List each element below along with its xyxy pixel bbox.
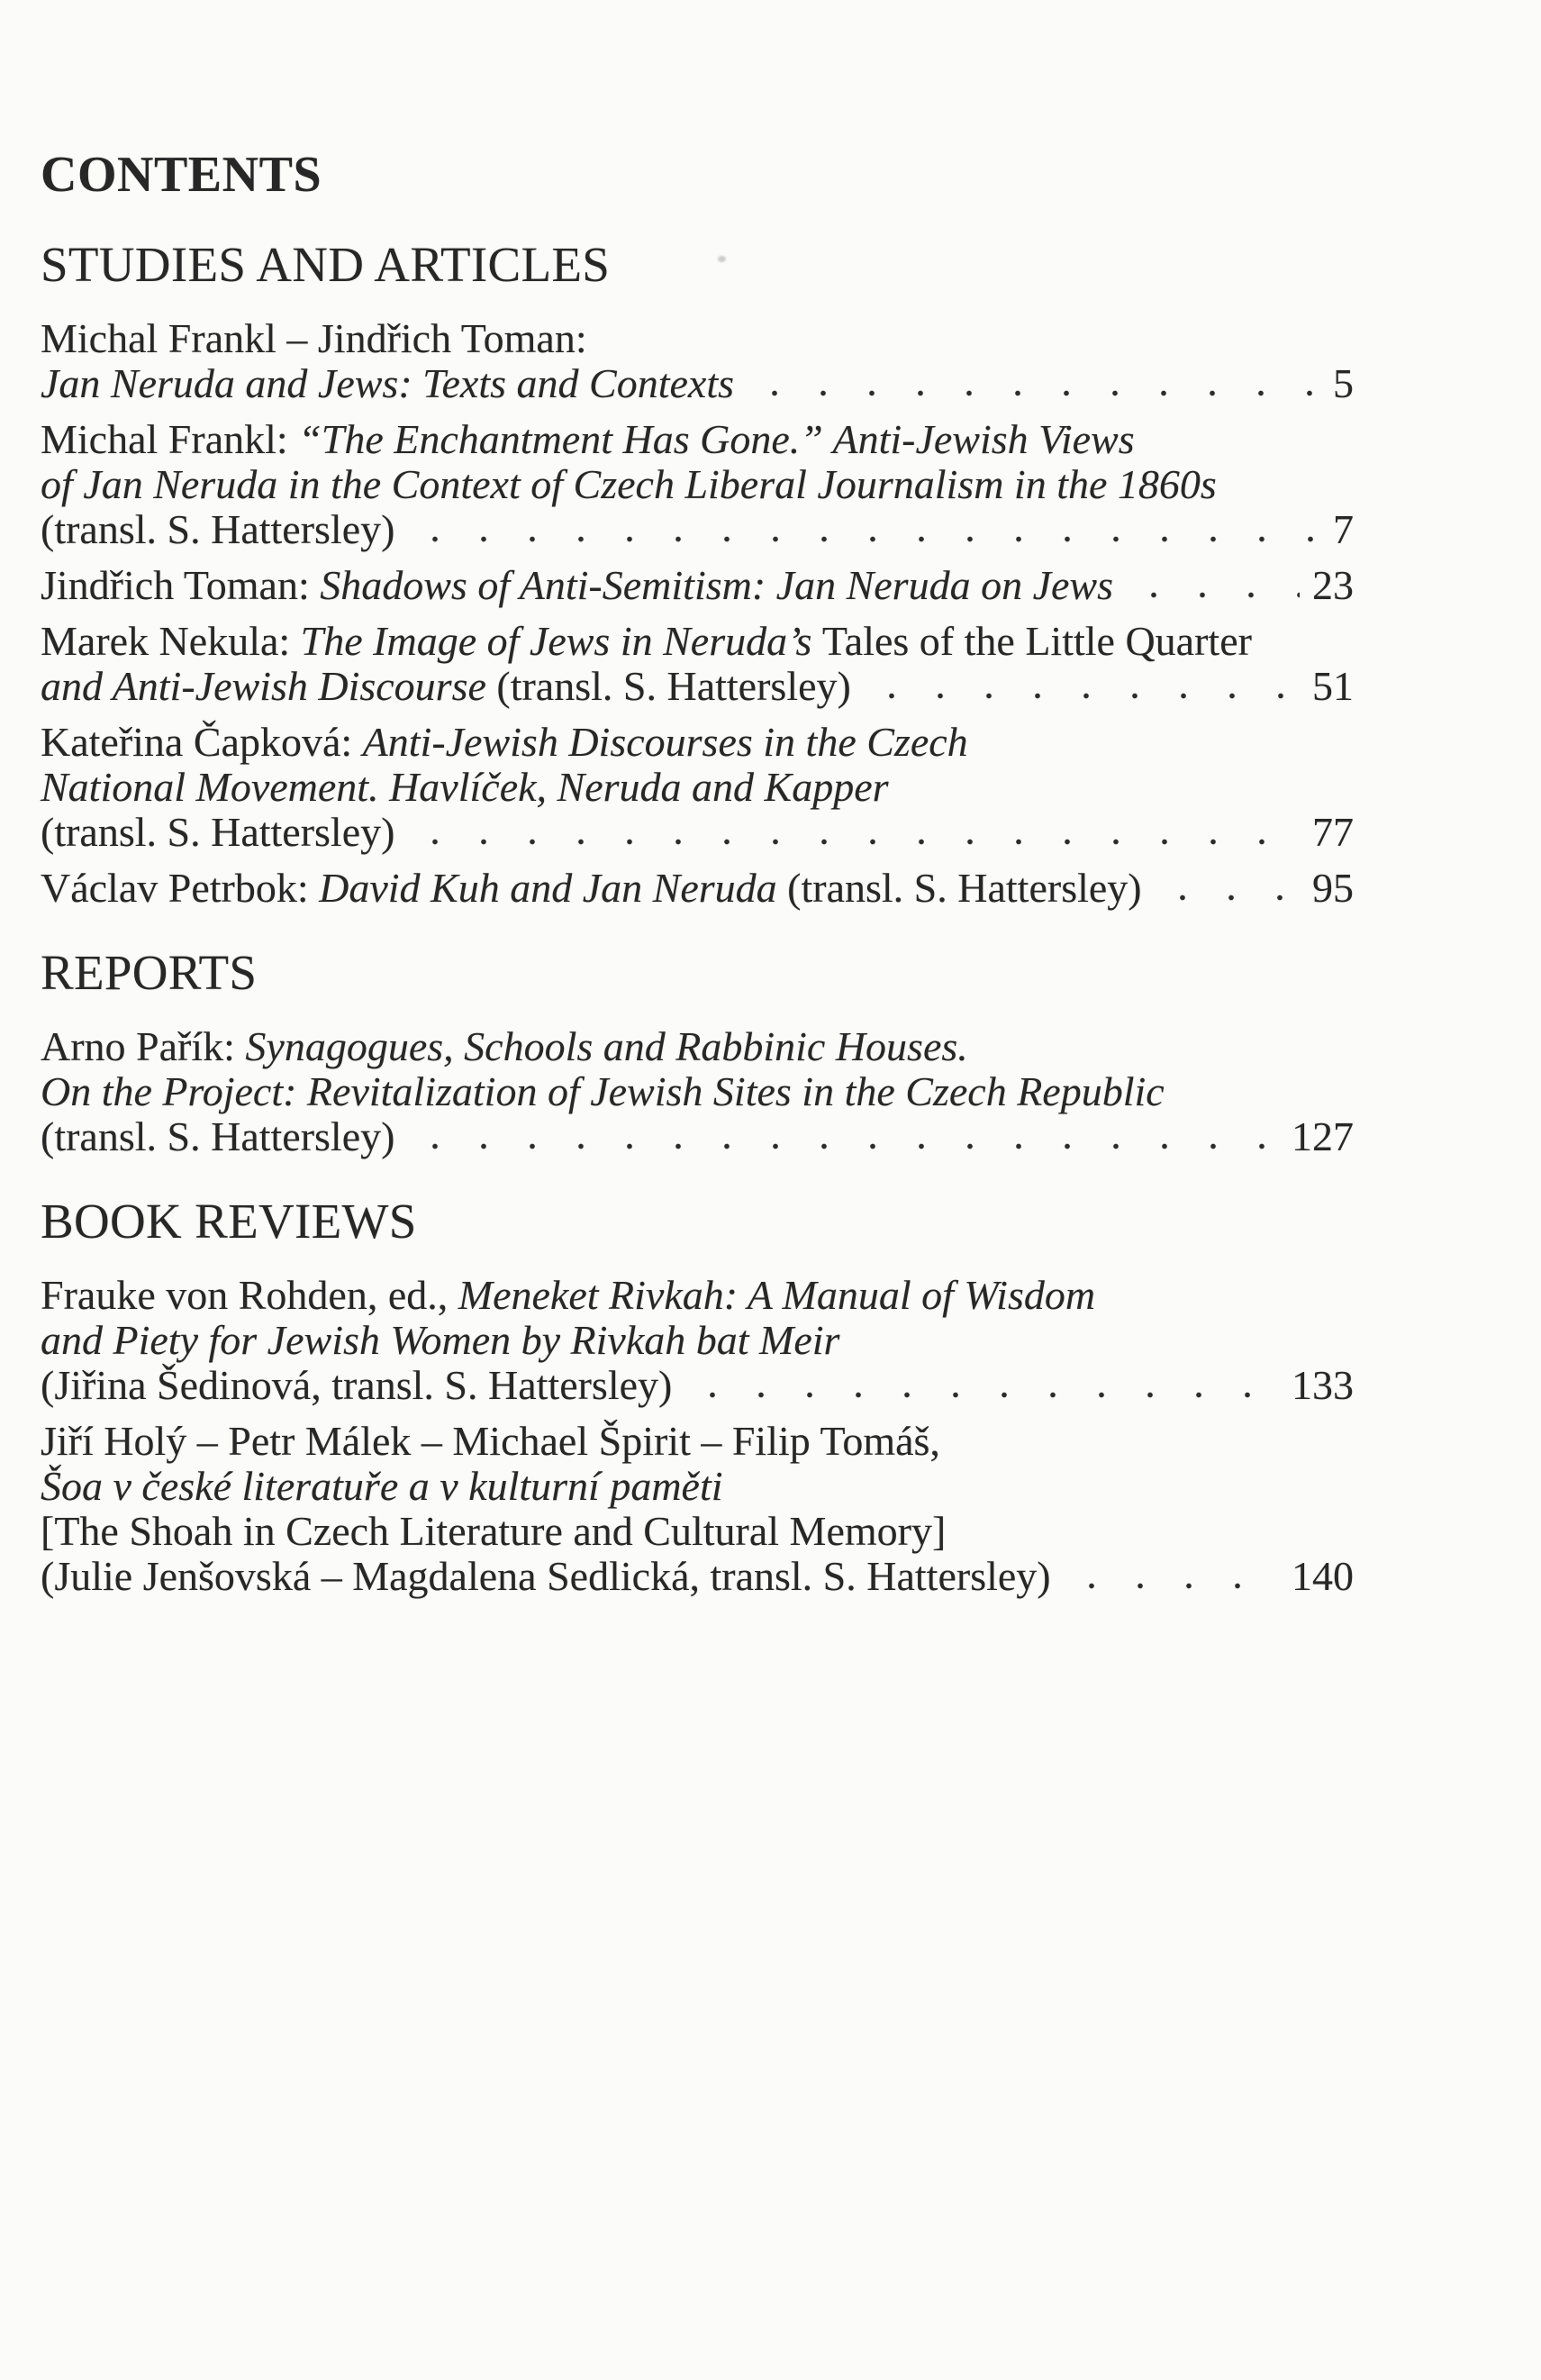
entry-line: [41, 1024, 1354, 1069]
toc-entry: [41, 316, 1354, 406]
entry-line: [41, 619, 1354, 664]
author-text: Václav Petrbok:: [41, 865, 320, 911]
page-number: 127: [1292, 1113, 1354, 1159]
entry-line: [41, 462, 1354, 507]
page-number: 133: [1292, 1362, 1354, 1408]
entry-line: [41, 1419, 1354, 1464]
table-of-contents: [41, 237, 1354, 1599]
page-content: [41, 147, 1354, 1610]
page-number: 140: [1292, 1553, 1354, 1599]
author-text: Michal Frankl:: [41, 416, 299, 462]
page-number: 7: [1333, 506, 1354, 552]
entry-text: [41, 1554, 1051, 1599]
entry-line: [41, 720, 1354, 765]
work-title-text: On the Project: Revitalization of Jewish Sites in the Czech Republic: [41, 1068, 1165, 1114]
entry-line: [41, 316, 1354, 361]
entry-text: [41, 1317, 839, 1363]
entry-line: [41, 417, 1354, 462]
section-heading-0: STUDIES AND ARTICLES: [41, 237, 611, 292]
entry-line: [41, 1363, 1354, 1408]
dot-leader: [411, 1142, 1279, 1150]
work-title-text: Anti-Jewish Discourses in the Czech: [362, 719, 968, 765]
entry-line: [41, 765, 1354, 810]
toc-entry: [41, 619, 1354, 709]
author-text: Michal Frankl – Jindřich Toman:: [41, 315, 587, 361]
author-text: (Julie Jenšovská – Magdalena Sedlická, transl. S. Hattersley): [41, 1553, 1051, 1599]
work-title-text: Synagogues, Schools and Rabbinic Houses.: [245, 1023, 968, 1069]
section-heading-2: BOOK REVIEWS: [41, 1194, 417, 1249]
dot-leader: [867, 692, 1300, 700]
author-text: (transl. S. Hattersley): [787, 865, 1142, 911]
page-number: 5: [1333, 360, 1354, 406]
entry-line: [41, 507, 1354, 552]
toc-entry: [41, 417, 1354, 552]
entry-text: [41, 866, 1142, 911]
author-text: Tales of the Little Quarter: [821, 618, 1252, 664]
entry-line: [41, 1509, 1354, 1554]
entry-line: [41, 810, 1354, 855]
dot-leader: [1067, 1582, 1279, 1590]
page-number: 23: [1312, 562, 1354, 608]
entry-line: [41, 563, 1354, 608]
entry-text: [41, 618, 1252, 664]
author-text: (transl. S. Hattersley): [41, 506, 395, 552]
work-title-text: David Kuh and Jan Neruda: [319, 865, 788, 911]
author-text: Kateřina Čapková:: [41, 719, 363, 765]
toc-entry: [41, 720, 1354, 855]
entry-line: [41, 1114, 1354, 1159]
author-text: Arno Pařík:: [41, 1023, 246, 1069]
author-text: Frauke von Rohden, ed.,: [41, 1272, 458, 1318]
work-title-text: National Movement. Havlíček, Neruda and Kapper: [41, 764, 889, 810]
entry-line: [41, 1554, 1354, 1599]
author-text: (transl. S. Hattersley): [496, 663, 851, 709]
page-number: 51: [1312, 663, 1354, 709]
dot-leader: [688, 1391, 1279, 1399]
entry-text: [41, 563, 1113, 608]
author-text: Jindřich Toman:: [41, 562, 321, 608]
work-title-text: Jan Neruda and Jews: Texts and Contexts: [41, 360, 735, 406]
work-title-text: Shadows of Anti-Semitism: Jan Neruda on Jews: [320, 562, 1113, 608]
author-text: [The Shoah in Czech Literature and Cultural Memory]: [41, 1508, 947, 1554]
author-text: (transl. S. Hattersley): [41, 1113, 395, 1159]
work-title-text: of Jan Neruda in the Context of Czech Liberal Journalism in the 1860s: [41, 461, 1217, 507]
author-text: (transl. S. Hattersley): [41, 809, 395, 855]
entry-line: [41, 664, 1354, 709]
entry-text: [41, 764, 889, 810]
entry-line: [41, 1464, 1354, 1509]
author-text: Marek Nekula:: [41, 618, 301, 664]
entry-text: [41, 461, 1217, 507]
entry-text: [41, 1114, 394, 1159]
entry-line: [41, 361, 1354, 406]
work-title-text: Šoa v české literatuře a v kulturní paměti: [41, 1463, 723, 1509]
entry-text: [41, 361, 734, 406]
toc-entry: [41, 866, 1354, 911]
author-text: (Jiřina Šedinová, transl. S. Hattersley): [41, 1362, 673, 1408]
entry-line: [41, 1069, 1354, 1114]
work-title-text: and Anti-Jewish Discourse: [41, 663, 497, 709]
entry-line: [41, 1318, 1354, 1363]
entry-text: [41, 1508, 946, 1554]
scan-artifact: [718, 256, 726, 262]
dot-leader: [1158, 894, 1300, 902]
work-title-text: The Image of Jews in Neruda’s: [300, 618, 822, 664]
entry-text: [41, 719, 968, 765]
entry-text: [41, 416, 1135, 462]
author-text: Jiří Holý – Petr Málek – Michael Špirit – Filip Tomáš,: [41, 1418, 940, 1464]
section-heading-1: REPORTS: [41, 945, 258, 1000]
page-title: CONTENTS: [41, 147, 322, 203]
dot-leader: [1129, 591, 1300, 599]
entry-text: [41, 1272, 1095, 1318]
entry-text: [41, 810, 394, 855]
entry-text: [41, 1068, 1165, 1114]
entry-line: [41, 1273, 1354, 1318]
entry-line: [41, 866, 1354, 911]
entry-text: [41, 664, 851, 709]
entry-text: [41, 1463, 723, 1509]
toc-entry: [41, 1273, 1354, 1408]
toc-entry: [41, 563, 1354, 608]
toc-entry: [41, 1024, 1354, 1159]
dot-leader: [411, 838, 1300, 846]
entry-text: [41, 1023, 968, 1069]
dot-leader: [750, 389, 1320, 397]
toc-entry: [41, 1419, 1354, 1599]
work-title-text: “The Enchantment Has Gone.” Anti-Jewish Views: [298, 416, 1135, 462]
work-title-text: and Piety for Jewish Women by Rivkah bat Meir: [41, 1317, 840, 1363]
work-title-text: Meneket Rivkah: A Manual of Wisdom: [458, 1272, 1096, 1318]
entry-text: [41, 507, 394, 552]
page-number: 77: [1312, 809, 1354, 855]
entry-text: [41, 1363, 672, 1408]
entry-text: [41, 315, 587, 361]
page-number: 95: [1312, 865, 1354, 911]
entry-text: [41, 1418, 940, 1464]
dot-leader: [411, 535, 1320, 543]
